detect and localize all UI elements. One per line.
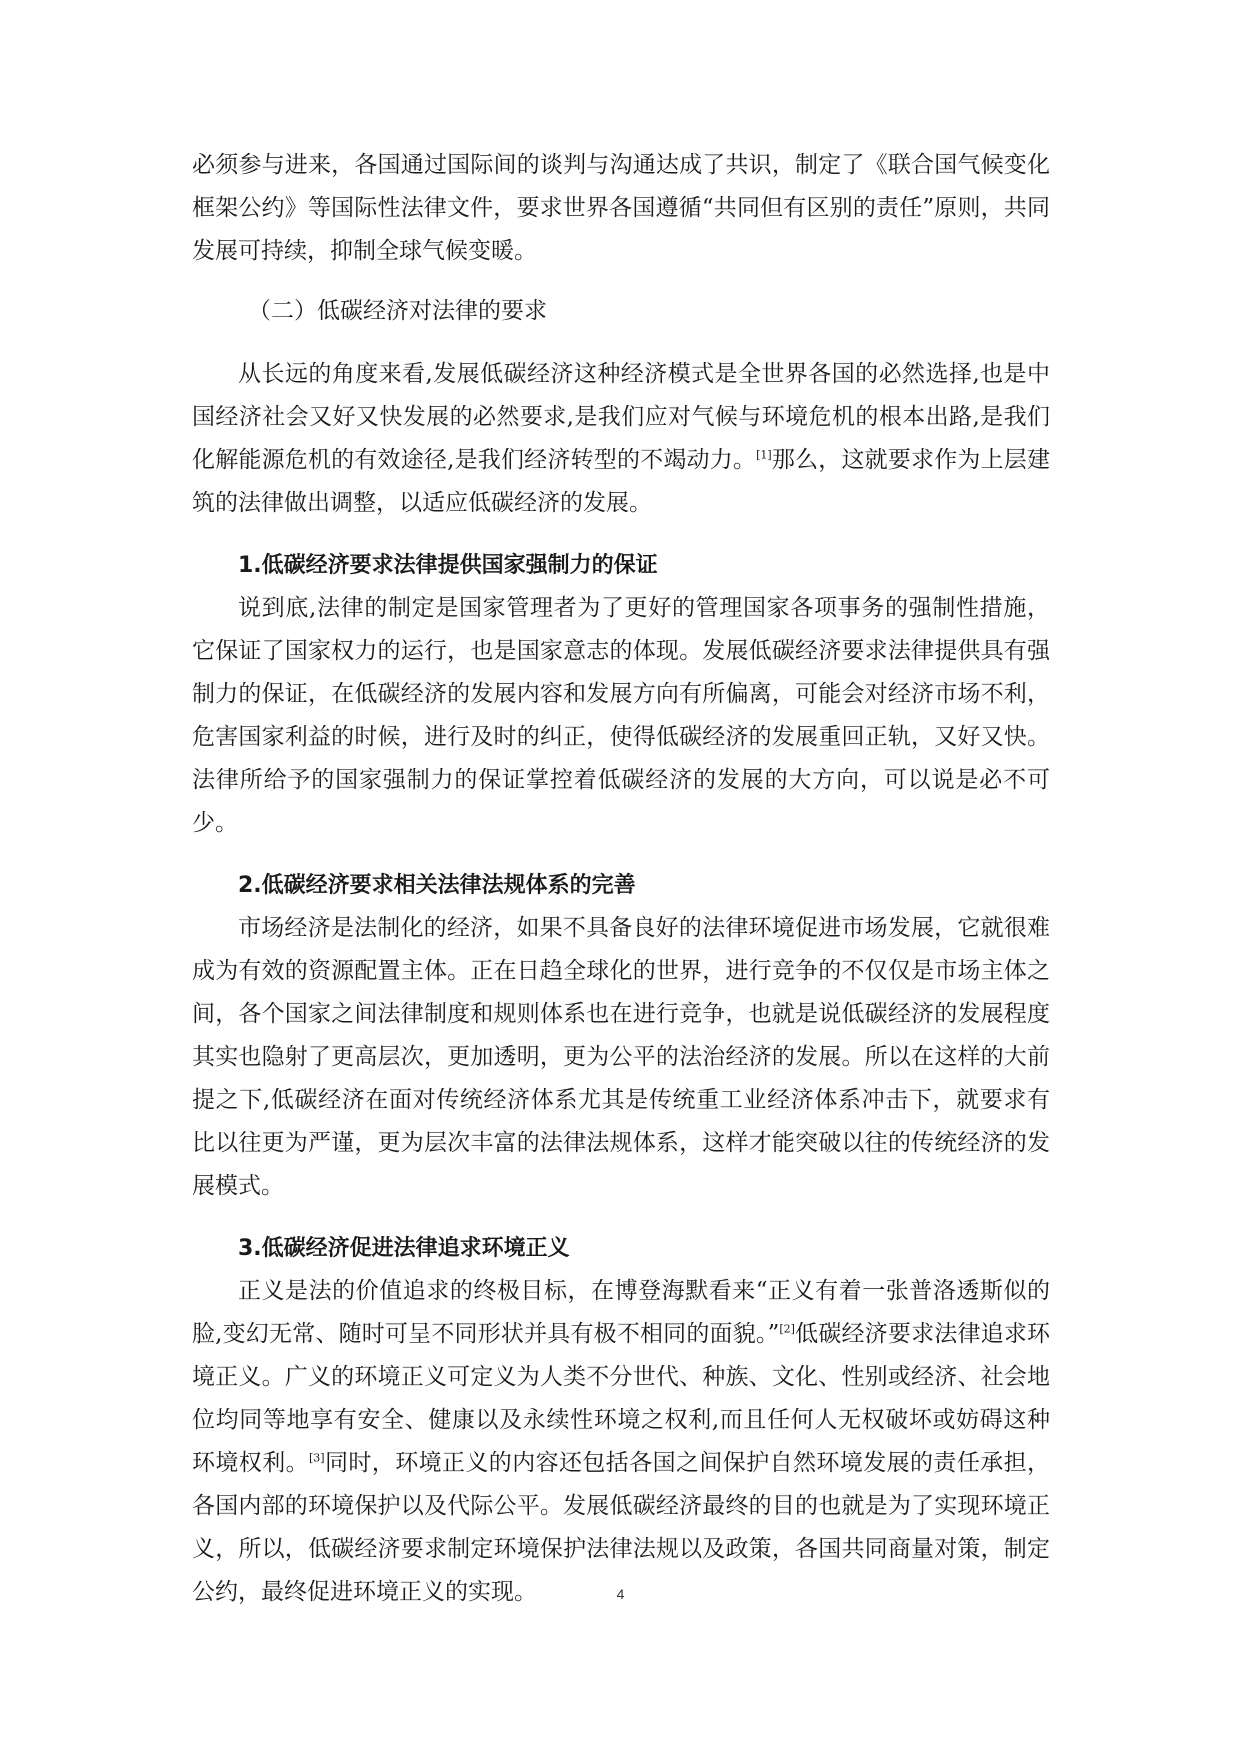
paragraph-continuation: 必须参与进来，各国通过国际间的谈判与沟通达成了共识，制定了《联合国气候变化框架公约》等国际性法律文件，要求世界各国遵循“共同但有区别的责任”原则，共同发展可持续，抑制全球气候变暖。 [192,152,1050,264]
paragraph-3-text-b: 低碳经济要求法律追求环境正义。广义的环境正义可定义为人类不分世代、种族、文化、性别或经济、社会地位均同等地享有安全、健康以及永续性环境之权利,而且任何人无权破坏或妨碍这种环境权利。 [192,1321,1050,1476]
document-body [192,144,1050,1614]
subheading-1: 1.低碳经济要求法律提供国家强制力的保证 [238,553,658,578]
paragraph-3-text-c: 同时，环境正义的内容还包括各国之间保护自然环境发展的责任承担，各国内部的环境保护以及代际公平。发展低碳经济最终的目的也就是为了实现环境正义，所以，低碳经济要求制定环境保护法律法规以及政策，各国共同商量对策，制定公约，最终促进环境正义的实现。 [192,1450,1051,1605]
section-heading: （二）低碳经济对法律的要求 [248,298,547,324]
paragraph-intro [192,353,1050,525]
footnote-ref-3: [3] [309,1451,325,1465]
paragraph-intro-text-b: 那么，这就要求作为上层建筑的法律做出调整，以适应低碳经济的发展。 [192,447,1051,516]
paragraph-3-text-a: 正义是法的价值追求的终极目标，在博登海默看来“正义有着一张普洛透斯似的脸,变幻无常、随时可呈不同形状并具有极不相同的面貌。” [192,1278,1050,1347]
paragraph-3 [192,1270,1050,1614]
subheading-3: 3.低碳经济促进法律追求环境正义 [238,1236,570,1261]
page-number: 4 [616,1586,625,1602]
subheading-2: 2.低碳经济要求相关法律法规体系的完善 [238,873,636,898]
paragraph-intro-text-a: 从长远的角度来看,发展低碳经济这种经济模式是全世界各国的必然选择,也是中国经济社会又好又快发展的必然要求,是我们应对气候与环境危机的根本出路,是我们化解能源危机的有效途径,是我们经济转型的不竭动力。 [192,361,1050,473]
footnote-ref-1: [1] [756,448,772,462]
paragraph-1: 说到底,法律的制定是国家管理者为了更好的管理国家各项事务的强制性措施，它保证了国家权力的运行，也是国家意志的体现。发展低碳经济要求法律提供具有强制力的保证，在低碳经济的发展内容和发展方向有所偏离，可能会对经济市场不利，危害国家利益的时候，进行及时的纠正，使得低碳经济的发展重回正轨，又好又快。法律所给予的国家强制力的保证掌控着低碳经济的发展的大方向，可以说是必不可少。 [192,595,1050,836]
paragraph-2: 市场经济是法制化的经济，如果不具备良好的法律环境促进市场发展，它就很难成为有效的资源配置主体。正在日趋全球化的世界，进行竞争的不仅仅是市场主体之间，各个国家之间法律制度和规则体系也在进行竞争，也就是说低碳经济的发展程度其实也隐射了更高层次，更加透明，更为公平的法治经济的发展。所以在这样的大前提之下,低碳经济在面对传统经济体系尤其是传统重工业经济体系冲击下，就要求有比以往更为严谨，更为层次丰富的法律法规体系，这样才能突破以往的传统经济的发展模式。 [192,915,1050,1199]
footnote-ref-2: [2] [779,1322,795,1336]
